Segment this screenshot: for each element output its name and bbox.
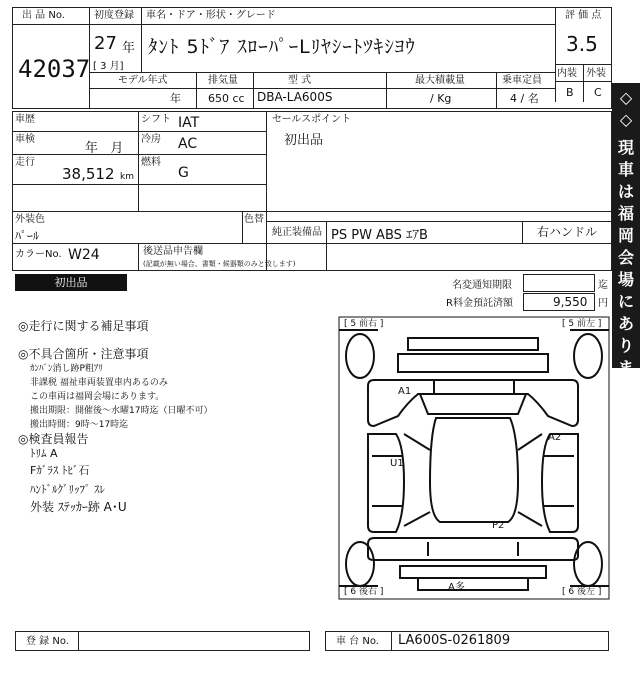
banner-char: 会	[617, 248, 634, 267]
banner-char: 車	[617, 160, 634, 179]
color-label: 外装色	[15, 214, 45, 225]
type-label: 型 式	[288, 75, 312, 86]
mileage-unit: km	[120, 172, 134, 182]
ac-value: AC	[178, 136, 198, 152]
model-year-unit: 年	[170, 92, 181, 105]
model-year-label: モデル年式	[118, 75, 168, 86]
corner-label-bl: [ 6 後右 ]	[344, 587, 384, 597]
car-damage-diagram	[338, 316, 610, 600]
first-reg-label: 初度登録	[94, 10, 134, 21]
banner-char: あ	[617, 314, 634, 333]
displacement-label: 排気量	[208, 75, 238, 86]
banner-char: す	[617, 380, 634, 399]
aftermarket-note: (記載が無い場合、書類・候器類のみと致します)	[143, 260, 296, 268]
sales-point-label: セールスポイント	[272, 114, 352, 125]
inspector-line: ﾊﾝﾄﾞﾙｸﾞﾘｯﾌﾟ ｽﾚ	[30, 483, 105, 496]
equipment-label: 純正装備品	[272, 227, 322, 238]
defect-line: 搬出時間：9時～17時迄	[30, 420, 129, 430]
defect-line: この車両は福岡会場にあります。	[30, 392, 165, 402]
banner-char: に	[617, 292, 634, 311]
chassis-no-label: 車 台 No.	[336, 636, 379, 647]
history-label: 車歴	[15, 114, 35, 125]
damage-mark-p2: P2	[492, 520, 505, 531]
score-label: 評 価 点	[565, 10, 602, 21]
inspector-line: ﾄﾘﾑ A	[30, 447, 58, 460]
banner-char: 場	[617, 270, 634, 289]
first-reg-month: [ 3 月]	[93, 61, 124, 72]
rename-deadline-box	[523, 274, 595, 292]
registration-no-label: 登 録 No.	[26, 636, 69, 647]
shift-label: シフト	[141, 114, 171, 125]
rename-deadline-label: 名変通知期限	[452, 280, 512, 291]
steering-value: 右ハンドル	[537, 225, 598, 239]
first-listing-text: 初出品	[54, 276, 88, 289]
ac-label: 冷房	[141, 134, 161, 145]
color-no-label: カラーNo.	[15, 249, 62, 260]
inspection-label: 車検	[15, 134, 35, 145]
displacement-value: 650 cc	[208, 92, 245, 105]
shift-value: IAT	[178, 115, 200, 131]
lot-number: 42037	[18, 55, 91, 83]
exterior-label: 外装	[586, 68, 606, 79]
load-value: / Kg	[430, 92, 452, 105]
fuel-label: 燃料	[141, 157, 161, 168]
first-reg-year: 27	[94, 33, 117, 54]
corner-label-br: [ 6 後左 ]	[562, 587, 602, 597]
banner-char: ◇	[619, 408, 633, 427]
aftermarket-label: 後送品申告欄	[143, 246, 203, 257]
interior-grade: B	[566, 86, 574, 99]
inspection-value: 年 月	[85, 141, 124, 156]
defect-line: ｶﾝﾊﾞﾝ消し跡P粗ｱﾘ	[30, 364, 103, 374]
damage-mark-a1: A1	[398, 386, 412, 397]
lot-label: 出 品 No.	[22, 10, 65, 21]
capacity-label: 乗車定員	[502, 75, 542, 86]
corner-label-tl: [ 5 前右 ]	[344, 319, 384, 329]
chassis-no-value: LA600S-0261809	[398, 633, 511, 648]
color-no-value: W24	[68, 247, 100, 263]
rename-deadline-unit: 迄	[598, 280, 608, 291]
banner-char: 現	[617, 138, 634, 157]
capacity-value: 4 / 名	[510, 92, 539, 105]
load-label: 最大積載量	[415, 75, 465, 86]
defect-line: 非課税 福祉車両装置車内あるのみ	[30, 378, 168, 388]
lot-cell	[12, 7, 90, 109]
banner-char: り	[617, 336, 634, 355]
interior-label: 内装	[557, 68, 577, 79]
repaint-label: 色替	[244, 214, 264, 225]
location-banner	[612, 83, 640, 449]
banner-char: ◇	[619, 88, 633, 107]
banner-char: 福	[617, 204, 634, 223]
banner-char: 岡	[617, 226, 634, 245]
recycle-label: R料金預託済額	[446, 298, 513, 309]
recycle-unit: 円	[598, 298, 608, 309]
type-value: DBA-LA600S	[257, 90, 333, 104]
car-name-label: 車名・ドア・形状・グレード	[146, 10, 276, 21]
score-value: 3.5	[566, 32, 598, 56]
color-value: ﾊﾟｰﾙ	[15, 229, 40, 243]
inspector-line: Fｶﾞﾗｽ ﾄﾋﾞ石	[30, 464, 90, 477]
mileage-label: 走行	[15, 157, 35, 168]
corner-label-tr: [ 5 前左 ]	[562, 319, 602, 329]
equipment-value: PS PW ABS ｴｱB	[331, 228, 428, 243]
first-reg-year-unit: 年	[122, 41, 136, 56]
fuel-value: G	[178, 165, 189, 181]
car-name: ﾀﾝﾄ 5ﾄﾞｱ ｽﾛｰﾊﾟｰLﾘﾔｼｰﾄﾂｷｼﾖｳ	[148, 36, 416, 58]
banner-char: は	[617, 182, 634, 201]
mileage-value: 38,512	[62, 165, 115, 183]
damage-mark-u1: U1	[390, 458, 404, 469]
recycle-value: 9,550	[553, 295, 588, 309]
damage-mark-a2: A2	[548, 432, 562, 443]
defect-line: 搬出期限：開催後～水曜17時迄（日曜不可）	[30, 406, 213, 416]
banner-char: ◇	[619, 430, 633, 449]
banner-char: ◇	[619, 110, 633, 129]
damage-mark-a-many: A多	[448, 582, 465, 593]
exterior-grade: C	[594, 86, 602, 99]
first-listing-badge	[15, 274, 127, 291]
drive-notes-title: ◎走行に関する補足事項	[18, 319, 149, 333]
inspector-line: 外装 ｽﾃｯｶｰ跡 A･U	[30, 500, 127, 514]
banner-char: ま	[617, 358, 634, 377]
defects-title: ◎不具合箇所・注意事項	[18, 347, 149, 361]
inspector-title: ◎検査員報告	[18, 432, 89, 446]
sales-point-value: 初出品	[284, 133, 324, 148]
